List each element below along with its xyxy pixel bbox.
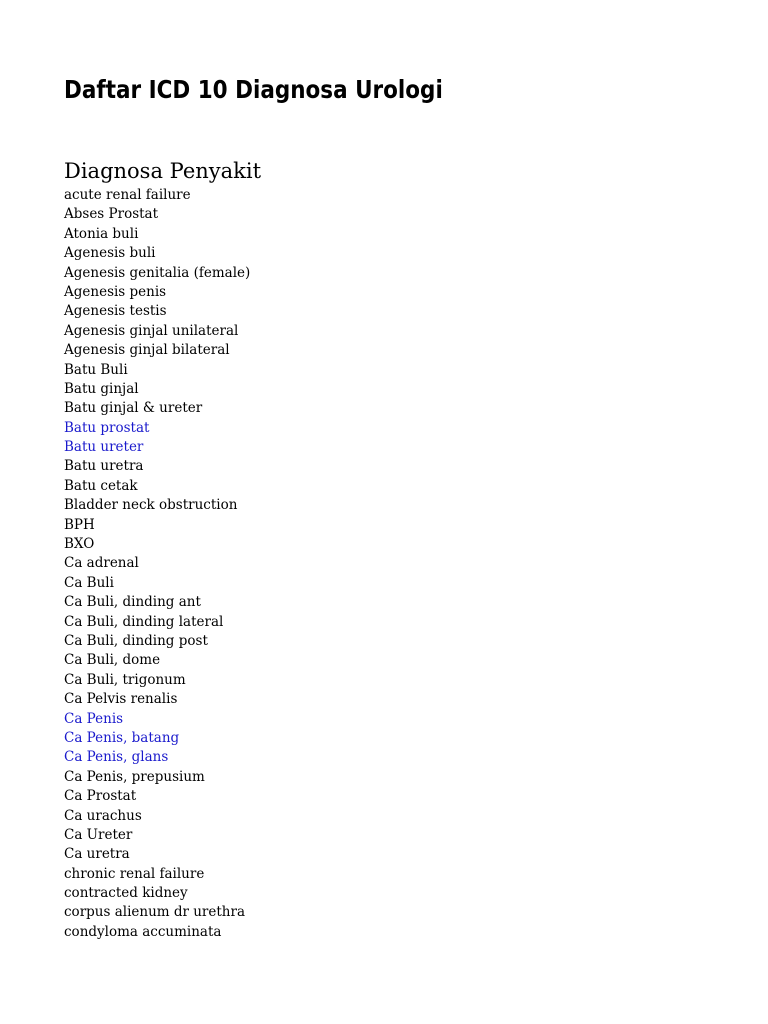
list-item: contracted kidney — [64, 885, 188, 902]
list-item: Batu uretra — [64, 458, 144, 475]
list-item[interactable] — [64, 419, 250, 438]
list-item: condyloma accuminata — [64, 923, 222, 940]
list-item: Atonia buli — [64, 225, 139, 242]
page-title: Daftar ICD 10 Diagnosa Urologi — [64, 75, 443, 104]
list-item: Ca Buli, dinding post — [64, 632, 208, 649]
diagnosis-link[interactable]: Batu ureter — [64, 439, 144, 456]
list-item: corpus alienum dr urethra — [64, 904, 245, 921]
list-item: Bladder neck obstruction — [64, 497, 238, 514]
diagnosis-link[interactable]: Ca Penis, glans — [64, 749, 169, 766]
list-item: Ca Buli, trigonum — [64, 671, 186, 688]
section-heading: Diagnosa Penyakit — [64, 159, 262, 183]
list-item: Ca Buli, dinding lateral — [64, 613, 224, 630]
diagnosis-list — [64, 186, 250, 942]
list-item: Batu Buli — [64, 361, 128, 378]
list-item: BXO — [64, 536, 95, 553]
list-item: Ca Buli, dinding ant — [64, 594, 201, 611]
diagnosis-link[interactable]: Ca Penis — [64, 710, 124, 727]
list-item: Ca uretra — [64, 846, 130, 863]
list-item: Agenesis testis — [64, 303, 167, 320]
list-item: Ca Prostat — [64, 788, 137, 805]
list-item[interactable] — [64, 438, 250, 457]
list-item: Ca adrenal — [64, 555, 139, 572]
list-item: chronic renal failure — [64, 865, 205, 882]
list-item[interactable] — [64, 729, 250, 748]
list-item: Ca Buli, dome — [64, 652, 161, 669]
list-item: Agenesis ginjal unilateral — [64, 322, 239, 339]
list-item: Ca Penis, prepusium — [64, 768, 205, 785]
list-item: Agenesis buli — [64, 245, 156, 262]
list-item: Batu cetak — [64, 477, 138, 494]
list-item: Batu ginjal — [64, 380, 139, 397]
list-item: Agenesis ginjal bilateral — [64, 342, 230, 359]
list-item: Ca Buli — [64, 574, 114, 591]
list-item: Ca Ureter — [64, 826, 133, 843]
list-item: Agenesis penis — [64, 283, 167, 300]
diagnosis-link[interactable]: Ca Penis, batang — [64, 729, 180, 746]
list-item: Batu ginjal & ureter — [64, 400, 203, 417]
list-item: Ca Pelvis renalis — [64, 691, 178, 708]
list-item: BPH — [64, 516, 95, 533]
list-item[interactable] — [64, 710, 250, 729]
list-item: Abses Prostat — [64, 206, 159, 223]
list-item: Ca urachus — [64, 807, 142, 824]
diagnosis-link[interactable]: Batu prostat — [64, 419, 150, 436]
list-item[interactable] — [64, 748, 250, 767]
list-item: Agenesis genitalia (female) — [64, 264, 251, 281]
list-item: acute renal failure — [64, 187, 191, 203]
